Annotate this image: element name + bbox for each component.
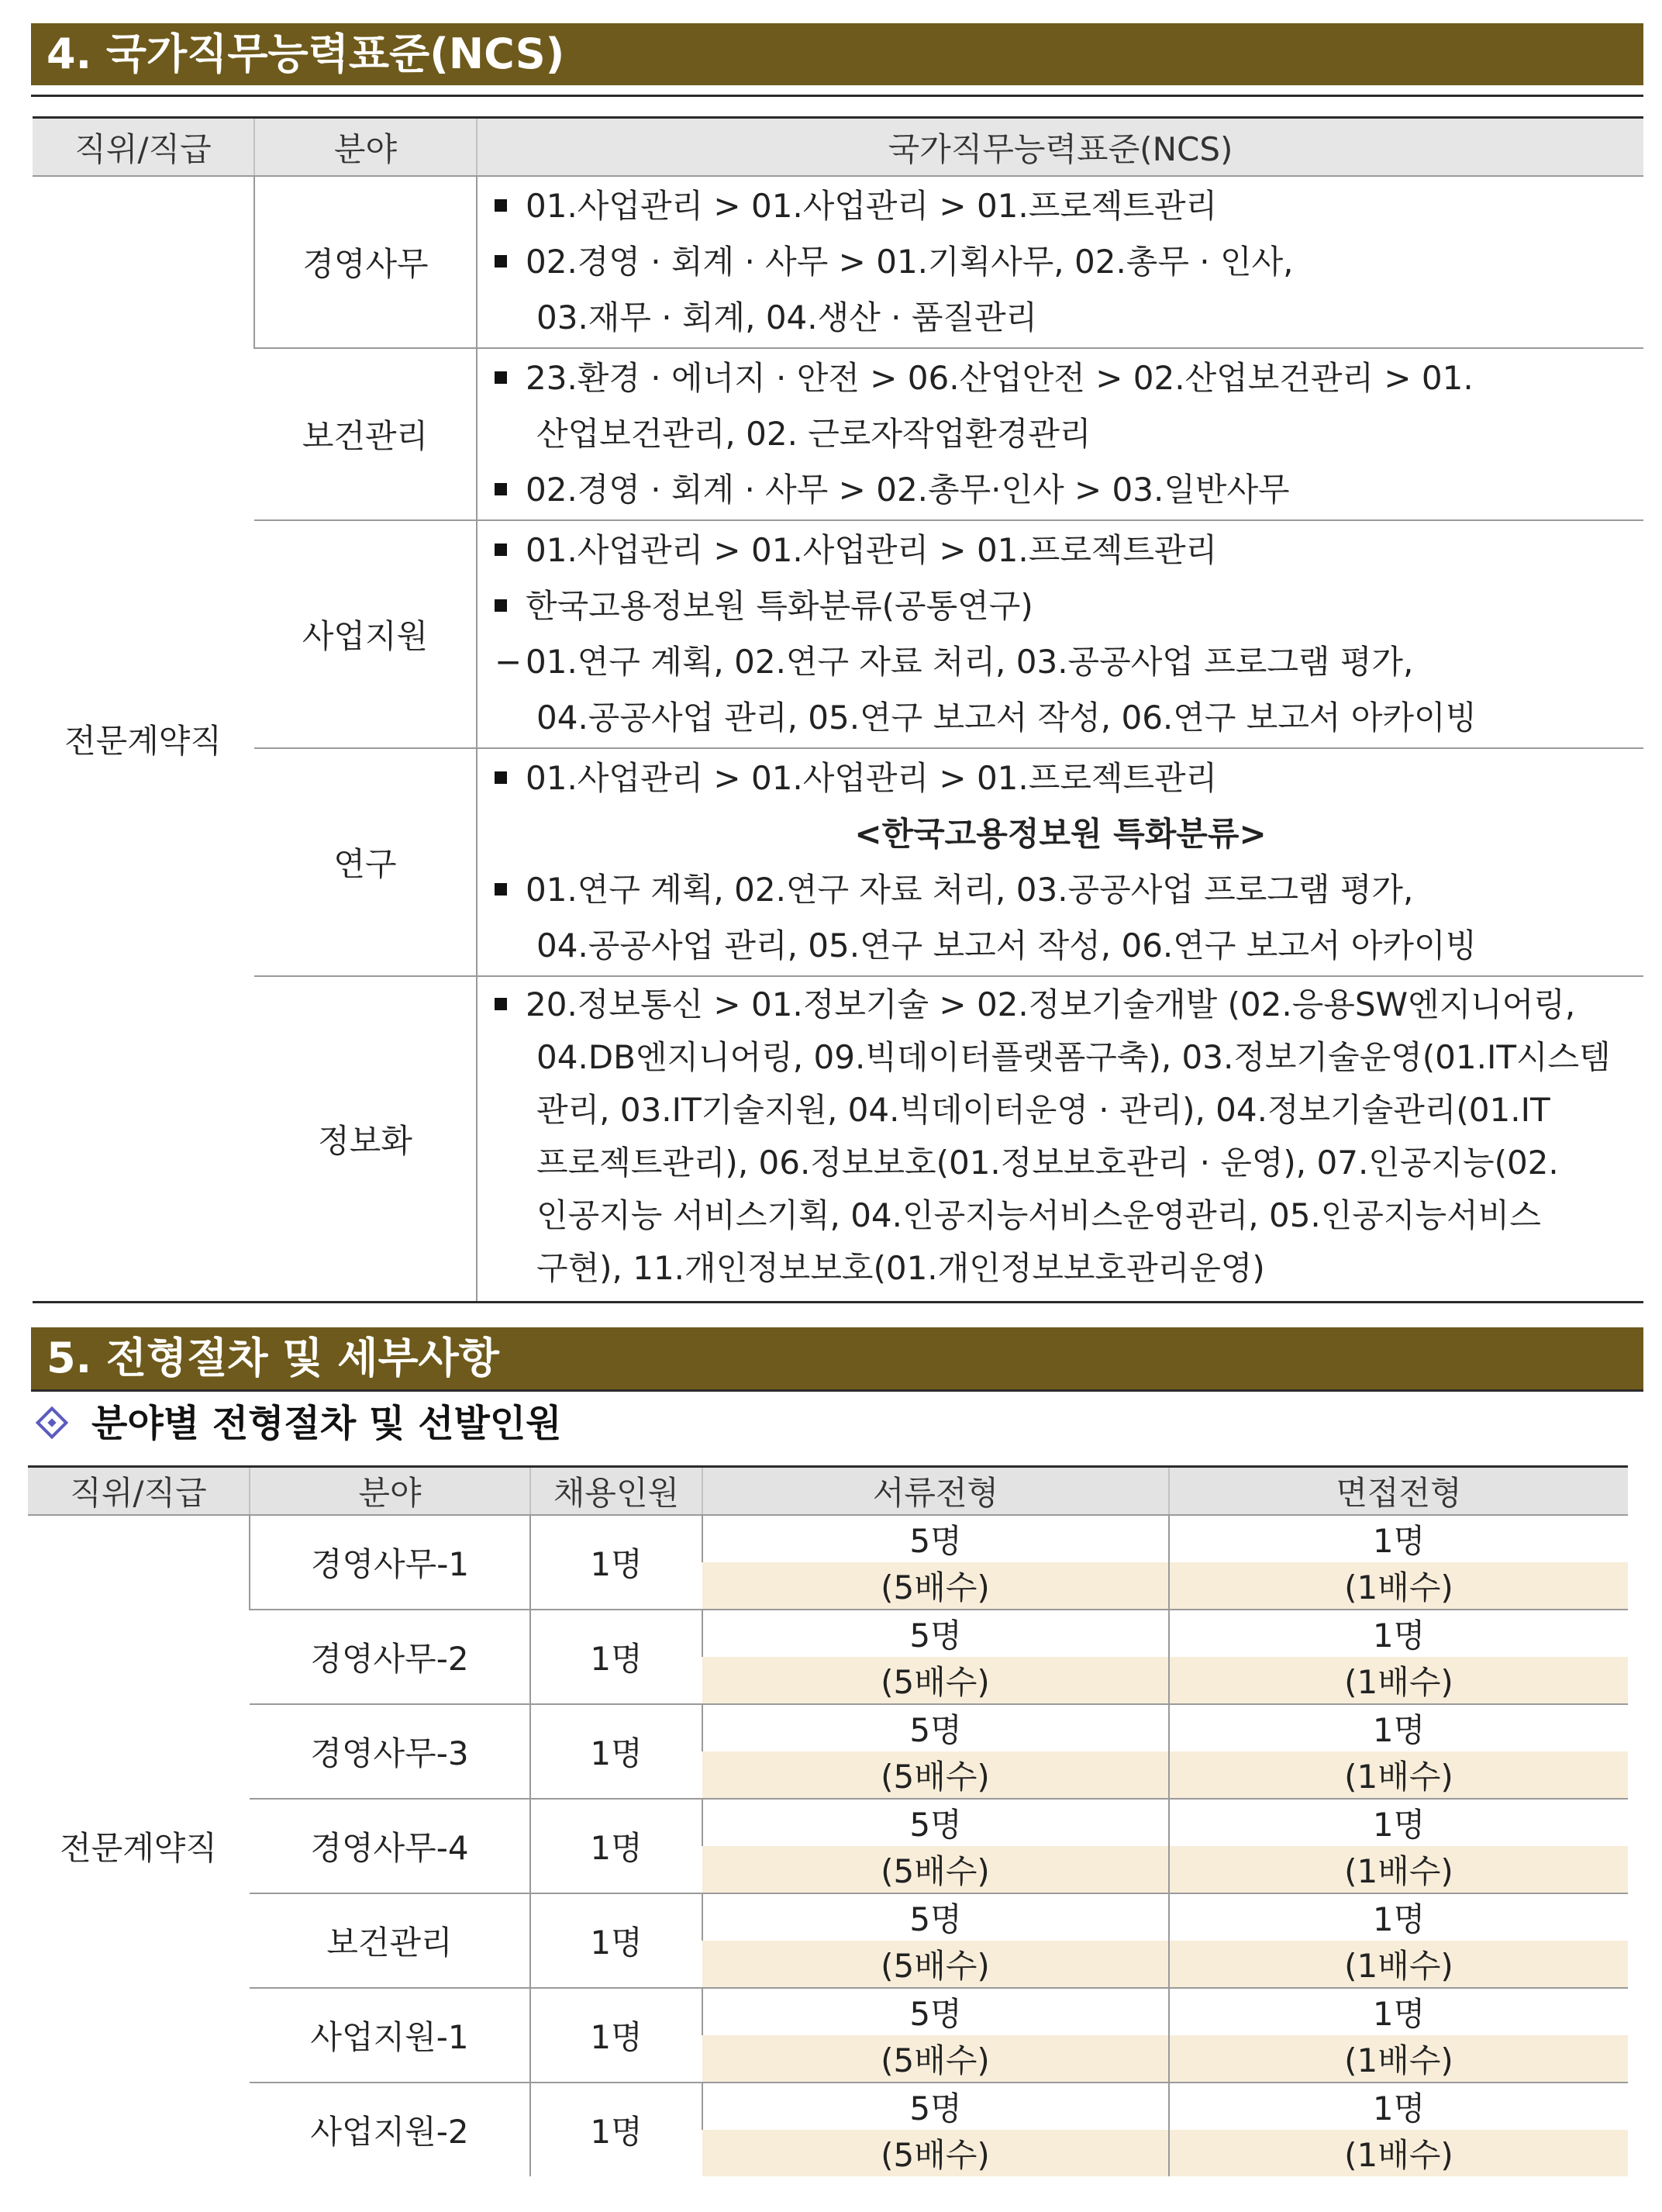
selection-field-cell: 경영사무-2 [250, 1610, 530, 1704]
ncs-line: 프로젝트관리), 06.정보보호(01.정보보호관리 · 운영), 07.인공지능(02. [536, 1144, 1559, 1182]
dash-bullet-icon: − [495, 643, 522, 681]
ncs-row [33, 748, 1643, 976]
selection-field-cell: 경영사무-1 [250, 1515, 530, 1610]
selection-hires-cell: 1명 [530, 1704, 702, 1799]
square-bullet-icon [495, 199, 507, 212]
table-row [28, 2083, 1628, 2130]
interview-count-cell: 1명 [1169, 1704, 1628, 1751]
selection-hires-cell: 1명 [530, 1799, 702, 1893]
table-row [28, 1988, 1628, 2035]
section-5-title: 5. 전형절차 및 세부사항 [31, 1327, 1643, 1389]
selection-hires-cell: 1명 [530, 1610, 702, 1704]
document-count-cell: 5명 [702, 1893, 1169, 1941]
square-bullet-icon [495, 371, 507, 384]
ncs-line: 구현), 11.개인정보보호(01.개인정보보호관리운영) [536, 1249, 1265, 1287]
selection-hires-cell: 1명 [530, 2083, 702, 2176]
interview-count-cell: 1명 [1169, 1893, 1628, 1941]
selection-hires-cell: 1명 [530, 1893, 702, 1988]
selection-table [28, 1465, 1628, 2176]
document-ratio-cell: (5배수) [702, 2035, 1169, 2083]
ncs-line: 관리, 03.IT기술지원, 04.빅데이터운영 · 관리), 04.정보기술관리(01.IT [536, 1091, 1550, 1129]
selection-hires-cell: 1명 [530, 1515, 702, 1610]
document-ratio-cell: (5배수) [702, 1941, 1169, 1988]
interview-ratio-cell: (1배수) [1169, 1562, 1628, 1610]
ncs-line: 02.경영 · 회계 · 사무 > 02.총무·인사 > 03.일반사무 [495, 462, 1626, 518]
interview-count-cell: 1명 [1169, 1610, 1628, 1657]
document-ratio-cell: (5배수) [702, 1657, 1169, 1704]
ncs-detail-cell [477, 748, 1643, 976]
square-bullet-icon [495, 883, 507, 895]
ncs-table [33, 116, 1643, 1303]
ncs-line: 04.공공사업 관리, 05.연구 보고서 작성, 06.연구 보고서 아카이빙 [536, 699, 1478, 737]
ncs-field-cell: 정보화 [254, 976, 477, 1302]
square-bullet-icon [495, 599, 507, 612]
section-4-rule [31, 95, 1643, 97]
document-ratio-cell: (5배수) [702, 1751, 1169, 1799]
ncs-line: 01.사업관리 > 01.사업관리 > 01.프로젝트관리 [495, 178, 1626, 234]
section-5-rule [31, 1389, 1643, 1392]
ncs-line: 03.재무 · 회계, 04.생산 · 품질관리 [536, 298, 1038, 336]
selection-position-cell: 전문계약직 [60, 1829, 217, 1867]
ncs-detail-cell [477, 176, 1643, 348]
ncs-header-row [33, 118, 1643, 177]
ncs-field-cell: 보건관리 [254, 348, 477, 520]
selection-field-cell: 사업지원-1 [250, 1988, 530, 2083]
table-row [28, 1893, 1628, 1941]
ncs-detail-cell [477, 520, 1643, 748]
ncs-line: 23.환경 · 에너지 · 안전 > 06.산업안전 > 02.산업보건관리 > 01. [495, 350, 1626, 406]
ncs-position-cell: 전문계약직 [33, 176, 254, 1302]
ncs-header-ncs: 국가직무능력표준(NCS) [477, 118, 1643, 177]
selection-subtitle: 분야별 전형절차 및 선발인원 [31, 1396, 562, 1451]
selection-header-interview: 면접전형 [1169, 1467, 1628, 1516]
interview-ratio-cell: (1배수) [1169, 1657, 1628, 1704]
interview-ratio-cell: (1배수) [1169, 2035, 1628, 2083]
ncs-field-cell: 경영사무 [254, 176, 477, 348]
document-ratio-cell: (5배수) [702, 1846, 1169, 1893]
ncs-line: 산업보건관리, 02. 근로자작업환경관리 [536, 415, 1091, 453]
interview-ratio-cell: (1배수) [1169, 1846, 1628, 1893]
square-bullet-icon [495, 544, 507, 556]
ncs-line: 인공지능 서비스기획, 04.인공지능서비스운영관리, 05.인공지능서비스 [536, 1196, 1541, 1234]
ncs-field-cell: 연구 [254, 748, 477, 976]
table-row [28, 1515, 1628, 1562]
ncs-header-field: 분야 [254, 118, 477, 177]
interview-count-cell: 1명 [1169, 1988, 1628, 2035]
ncs-line: 04.공공사업 관리, 05.연구 보고서 작성, 06.연구 보고서 아카이빙 [536, 927, 1478, 965]
ncs-line: 20.정보통신 > 01.정보기술 > 02.정보기술개발 (02.응용SW엔지니어링, [495, 978, 1626, 1031]
ncs-line: 01.사업관리 > 01.사업관리 > 01.프로젝트관리 [495, 523, 1626, 578]
ncs-row [33, 976, 1643, 1302]
ncs-row [33, 520, 1643, 748]
ncs-line: 01.사업관리 > 01.사업관리 > 01.프로젝트관리 [495, 751, 1626, 806]
table-row [28, 1704, 1628, 1751]
interview-count-cell: 1명 [1169, 1515, 1628, 1562]
table-row [28, 1799, 1628, 1846]
square-bullet-icon [495, 483, 507, 495]
document-ratio-cell: (5배수) [702, 1562, 1169, 1610]
document-count-cell: 5명 [702, 1988, 1169, 2035]
section-4-title: 4. 국가직무능력표준(NCS) [31, 23, 1643, 85]
interview-count-cell: 1명 [1169, 2083, 1628, 2130]
document-count-cell: 5명 [702, 1799, 1169, 1846]
interview-ratio-cell: (1배수) [1169, 1751, 1628, 1799]
selection-field-cell: 경영사무-4 [250, 1799, 530, 1893]
selection-header-document: 서류전형 [702, 1467, 1169, 1516]
interview-count-cell: 1명 [1169, 1799, 1628, 1846]
interview-ratio-cell: (1배수) [1169, 2130, 1628, 2176]
ncs-row [33, 348, 1643, 520]
ncs-detail-cell [477, 348, 1643, 520]
selection-field-cell: 경영사무-3 [250, 1704, 530, 1799]
ncs-line: − 01.연구 계획, 02.연구 자료 처리, 03.공공사업 프로그램 평가, [495, 634, 1626, 690]
document-count-cell: 5명 [702, 1515, 1169, 1562]
ncs-line-special-title: <한국고용정보원 특화분류> [854, 815, 1267, 853]
document-count-cell: 5명 [702, 2083, 1169, 2130]
diamond-bullet-icon [36, 1406, 68, 1439]
selection-field-cell: 보건관리 [250, 1893, 530, 1988]
ncs-row [33, 176, 1643, 348]
selection-header-position: 직위/직급 [28, 1467, 250, 1516]
square-bullet-icon [495, 771, 507, 784]
interview-ratio-cell: (1배수) [1169, 1941, 1628, 1988]
ncs-line: 04.DB엔지니어링, 09.빅데이터플랫폼구축), 03.정보기술운영(01.IT시스템 [536, 1038, 1611, 1076]
document-ratio-cell: (5배수) [702, 2130, 1169, 2176]
selection-field-cell: 사업지원-2 [310, 2113, 469, 2151]
selection-hires-cell: 1명 [530, 1988, 702, 2083]
document-count-cell: 5명 [702, 1610, 1169, 1657]
selection-header-row [28, 1467, 1628, 1516]
ncs-line: 한국고용정보원 특화분류(공통연구) [495, 578, 1626, 634]
ncs-field-cell: 사업지원 [254, 520, 477, 748]
ncs-line: 02.경영 · 회계 · 사무 > 01.기획사무, 02.총무 · 인사, [495, 234, 1626, 290]
table-row [28, 1610, 1628, 1657]
selection-header-hires: 채용인원 [530, 1467, 702, 1516]
ncs-detail-cell [477, 976, 1643, 1302]
square-bullet-icon [495, 255, 507, 267]
document-count-cell: 5명 [702, 1704, 1169, 1751]
selection-header-field: 분야 [250, 1467, 530, 1516]
ncs-line: 01.연구 계획, 02.연구 자료 처리, 03.공공사업 프로그램 평가, [495, 862, 1626, 918]
ncs-header-position: 직위/직급 [33, 118, 254, 177]
square-bullet-icon [495, 998, 507, 1010]
